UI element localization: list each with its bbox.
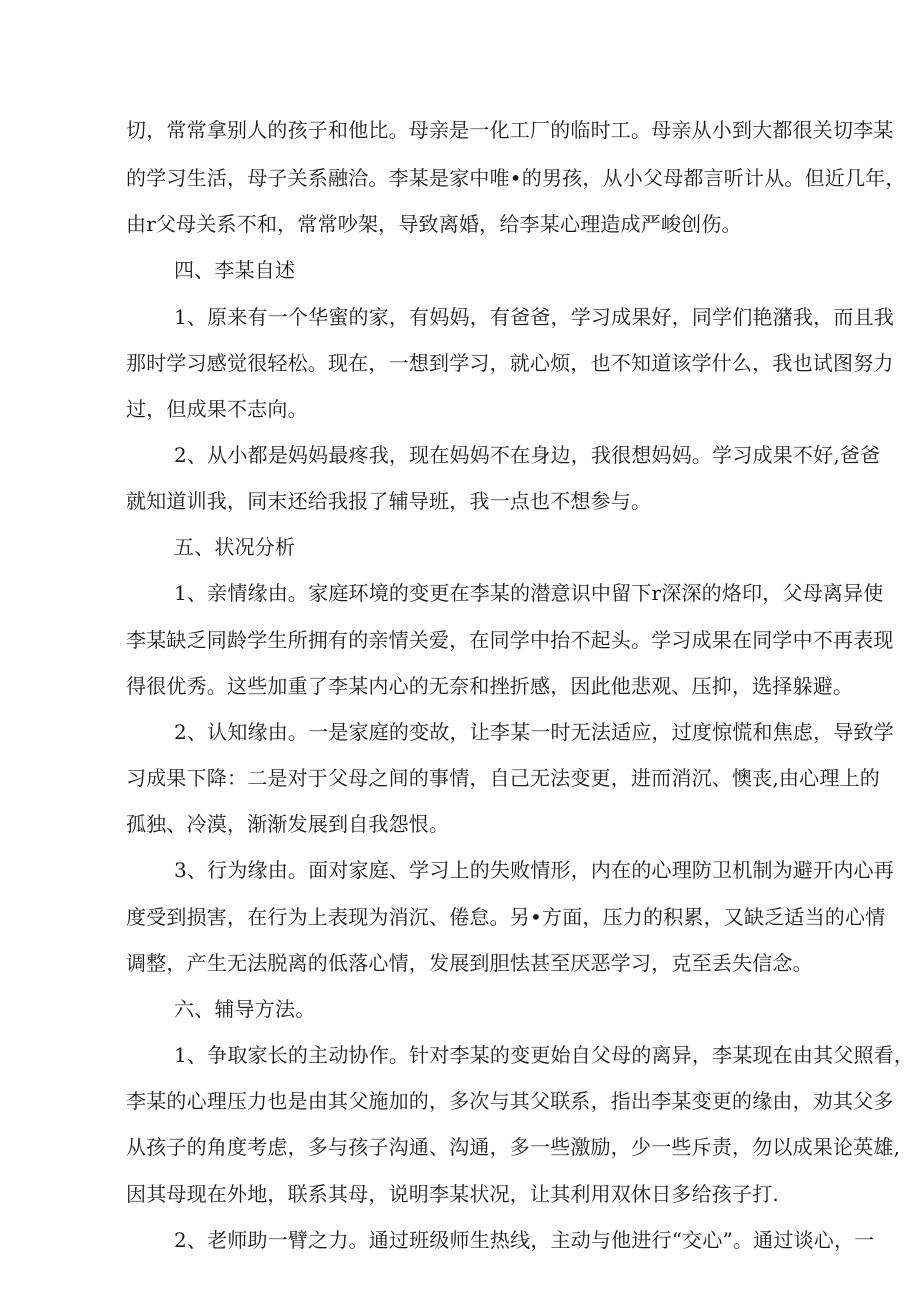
section-heading: 六、辅导方法。 xyxy=(174,997,316,1021)
text-line: 那时学习感觉很轻松。现在，一想到学习，就心烦，也不知道该学什么，我也试图努力 xyxy=(126,351,894,375)
text-line: 就知道训我，同末还给我报了辅导班，我一点也不想参与。 xyxy=(126,489,652,513)
text-line: 李某的心理压力也是由其父施加的，多次与其父联系，指出李某变更的缘由，劝其父多 xyxy=(126,1089,894,1113)
text-line: 2、认知缘由。一是家庭的变故，让李某一时无法适应，过度惊慌和焦虑，导致学 xyxy=(174,720,894,744)
text-line: 1、亲情缘由。家庭环境的变更在李某的潜意识中留下r深深的烙印，父母离异使 xyxy=(174,581,884,605)
text-line: 2、从小都是妈妈最疼我，现在妈妈不在身边，我很想妈妈。学习成果不好,爸爸 xyxy=(174,443,881,467)
section-heading: 四、李某自述 xyxy=(174,258,296,282)
text-line: 得很优秀。这些加重了李某内心的无奈和挫折感，因此他悲观、压抑，选择躲避。 xyxy=(126,674,854,698)
text-line: 由r父母关系不和，常常吵架，导致离婚，给李某心理造成严峻创伤。 xyxy=(126,212,742,236)
section-heading: 五、状况分析 xyxy=(174,535,296,559)
text-line: 1、原来有一个华蜜的家，有妈妈，有爸爸，学习成果好，同学们艳潴我，而且我 xyxy=(174,305,894,329)
text-line: 孤独、冷漠，渐渐发展到自我怨恨。 xyxy=(126,812,450,836)
text-line: 习成果下降：二是对于父母之间的事情，自己无法变更，进而消沉、懊丧,由心理上的 xyxy=(126,766,880,790)
text-line: 切，常常拿别人的孩子和他比。母亲是一化工厂的临时工。母亲从小到大都很关切李某 xyxy=(126,118,894,142)
text-line: 因其母现在外地，联系其母，说明李某状况，让其利用双休日多给孩子打. xyxy=(126,1182,779,1206)
text-line: 1、争取家长的主动协作。针对李某的变更始自父母的离异，李某现在由其父照看， xyxy=(174,1043,915,1067)
text-line: 过，但成果不志向。 xyxy=(126,397,308,421)
text-line: 的学习生活，母子关系融洽。李某是家中唯•的男孩，从小父母都言听计从。但近几年， xyxy=(126,166,906,190)
text-line: 度受到损害，在行为上表现为消沉、倦怠。另•方面，压力的积累，又缺乏适当的心情 xyxy=(126,905,886,929)
text-line: 李某缺乏同龄学生所拥有的亲情关爱，在同学中抬不起头。学习成果在同学中不再表现 xyxy=(126,628,894,652)
text-line: 2、老师助一臂之力。通过班级师生热线，主动与他进行“交心”。通过谈心，一 xyxy=(174,1228,875,1252)
text-line: 调整，产生无法脱离的低落心情，发展到胆怯甚至厌恶学习，克至丢失信念。 xyxy=(126,951,813,975)
text-line: 从孩子的角度考虑，多与孩子沟通、沟通，多一些激励，少一些斥责，勿以成果论英雄, xyxy=(126,1135,901,1159)
text-line: 3、行为缘由。面对家庭、学习上的失败情形，内在的心理防卫机制为避开内心再 xyxy=(174,858,894,882)
